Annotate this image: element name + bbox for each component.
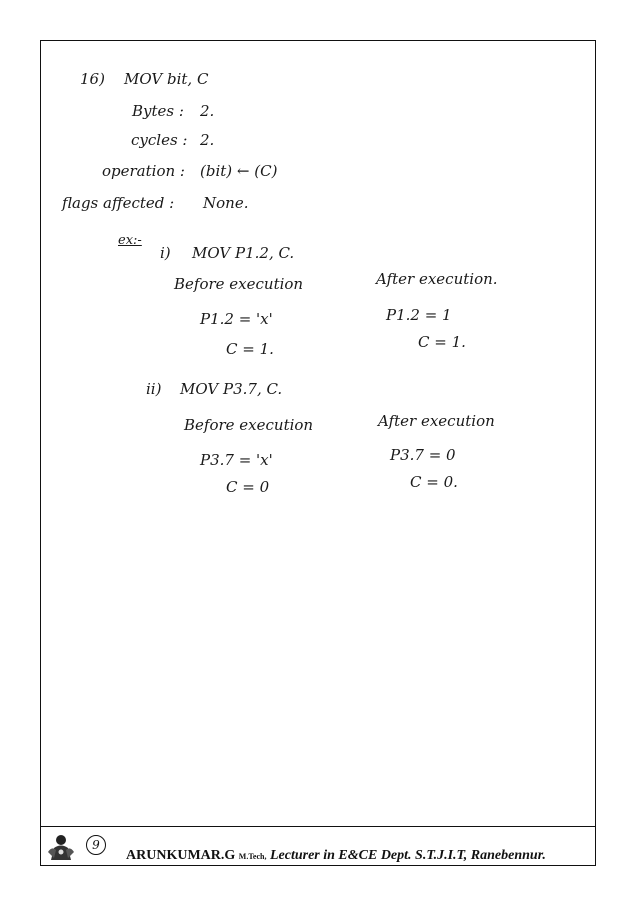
operation-label: operation : xyxy=(102,162,185,180)
example-2-before-line-1: P3.7 = 'x' xyxy=(200,451,273,469)
footer-author: ARUNKUMAR.G xyxy=(126,848,236,863)
bytes-label: Bytes : xyxy=(132,102,184,120)
example-label: ex:- xyxy=(118,233,142,248)
example-2-before-title: Before execution xyxy=(184,416,314,434)
example-2-after-title: After execution xyxy=(378,412,495,430)
example-1-index: i) xyxy=(160,244,171,262)
lecturer-emblem-icon xyxy=(46,832,76,862)
example-2-after-line-2: C = 0. xyxy=(410,473,458,491)
example-2-before-line-2: C = 0 xyxy=(226,478,270,496)
example-1-after-line-1: P1.2 = 1 xyxy=(386,306,452,324)
page-number-text: 9 xyxy=(92,838,100,852)
bytes-value: 2. xyxy=(200,102,215,120)
footer-role: Lecturer in E&CE Dept. S.T.J.I.T, Ranebennur. xyxy=(269,848,546,863)
example-1-before-title: Before execution xyxy=(174,275,304,293)
example-1-after-line-2: C = 1. xyxy=(418,333,466,351)
example-2-index: ii) xyxy=(146,380,162,398)
example-1-before-line-1: P1.2 = 'x' xyxy=(200,310,273,328)
example-1-instruction: MOV P1.2, C. xyxy=(192,244,295,262)
page-number xyxy=(86,835,106,855)
cycles-value: 2. xyxy=(200,131,215,149)
example-1-before-line-2: C = 1. xyxy=(226,340,274,358)
flags-label: flags affected : xyxy=(62,194,175,212)
cycles-label: cycles : xyxy=(131,131,188,149)
example-2-after-line-1: P3.7 = 0 xyxy=(390,446,456,464)
operation-value: (bit) ← (C) xyxy=(200,162,278,180)
instruction-number: 16) xyxy=(80,70,105,88)
flags-value: None. xyxy=(203,194,249,212)
footer-degree: M.Tech, xyxy=(238,852,267,861)
example-1-after-title: After execution. xyxy=(376,270,498,288)
instruction-mnemonic: MOV bit, C xyxy=(124,70,209,88)
footer-credit xyxy=(126,848,546,864)
example-2-instruction: MOV P3.7, C. xyxy=(180,380,283,398)
footer-divider xyxy=(40,826,596,827)
